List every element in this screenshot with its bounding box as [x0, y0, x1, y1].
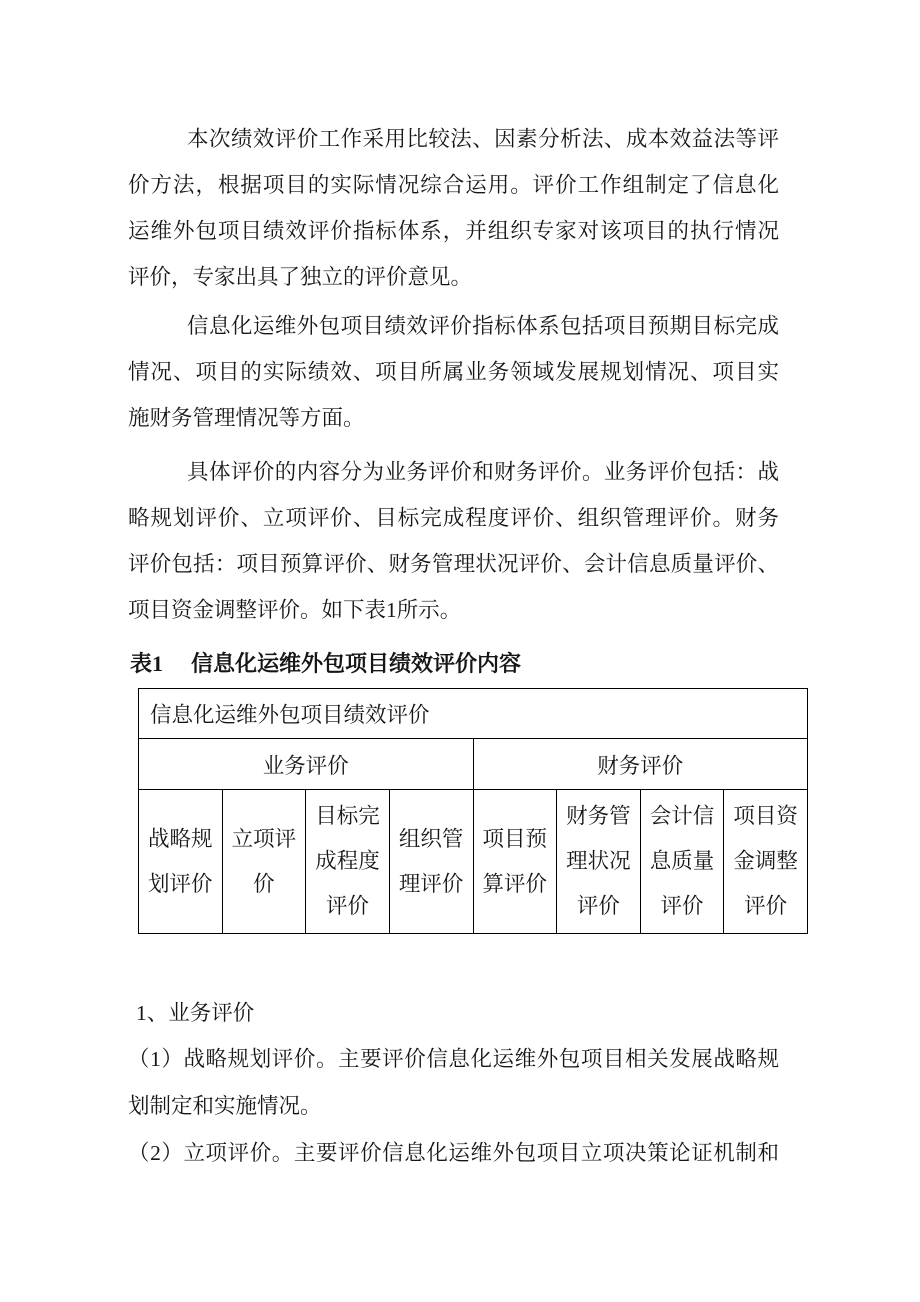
paragraph-line: 本次绩效评价工作采用比较法、因素分析法、成本效益法等评	[187, 127, 779, 151]
paragraph-item-project-approval	[128, 1130, 779, 1177]
paragraph-evaluation-content	[128, 449, 779, 633]
group-header-finance: 财务评价	[473, 739, 808, 790]
table-title-cell: 信息化运维外包项目绩效评价	[139, 689, 808, 739]
table-caption-label: 表1	[130, 651, 164, 676]
paragraph-line: 信息化运维外包项目绩效评价指标体系包括项目预期目标完成	[187, 314, 779, 338]
paragraph-line: 评价包括：项目预算评价、财务管理状况评价、会计信息质量评价、	[128, 552, 779, 576]
table-row	[139, 689, 808, 739]
paragraph-line: 项目资金调整评价。如下表1所示。	[128, 598, 462, 622]
column-cell: 目标完成程度评价	[306, 790, 390, 934]
column-cell: 项目预算评价	[473, 790, 557, 934]
column-cell: 财务管理状况评价	[557, 790, 641, 934]
section-heading-business-evaluation: 1、业务评价	[136, 1001, 255, 1025]
paragraph-line: 划制定和实施情况。	[128, 1094, 322, 1118]
paragraph-item-strategic-planning	[128, 1036, 779, 1130]
column-cell: 组织管理评价	[389, 790, 473, 934]
paragraph-line: 略规划评价、立项评价、目标完成程度评价、组织管理评价。财务	[128, 506, 779, 530]
column-cell: 项目资金调整评价	[724, 790, 808, 934]
paragraph-line: 具体评价的内容分为业务评价和财务评价。业务评价包括：战	[187, 460, 779, 484]
paragraph-line: 运维外包项目绩效评价指标体系，并组织专家对该项目的执行情况	[128, 219, 779, 243]
paragraph-indicator-system	[128, 303, 779, 441]
paragraph-line: 施财务管理情况等方面。	[128, 406, 365, 430]
table-caption-title: 信息化运维外包项目绩效评价内容	[191, 651, 522, 676]
paragraph-line: 情况、项目的实际绩效、项目所属业务领域发展规划情况、项目实	[128, 360, 779, 384]
table-caption	[130, 649, 521, 679]
paragraph-line: 评价，专家出具了独立的评价意见。	[128, 265, 473, 289]
column-cell: 会计信息质量评价	[640, 790, 724, 934]
evaluation-table	[138, 688, 808, 934]
paragraph-line: 价方法，根据项目的实际情况综合运用。评价工作组制定了信息化	[128, 173, 779, 197]
table-row	[139, 739, 808, 790]
column-cell: 立项评价	[222, 790, 306, 934]
group-header-business: 业务评价	[139, 739, 474, 790]
column-cell: 战略规划评价	[139, 790, 223, 934]
table-row	[139, 790, 808, 934]
paragraph-methods	[128, 116, 779, 300]
paragraph-line: （1）战略规划评价。主要评价信息化运维外包项目相关发展战略规	[128, 1047, 779, 1071]
paragraph-line: （2）立项评价。主要评价信息化运维外包项目立项决策论证机制和	[128, 1141, 779, 1165]
